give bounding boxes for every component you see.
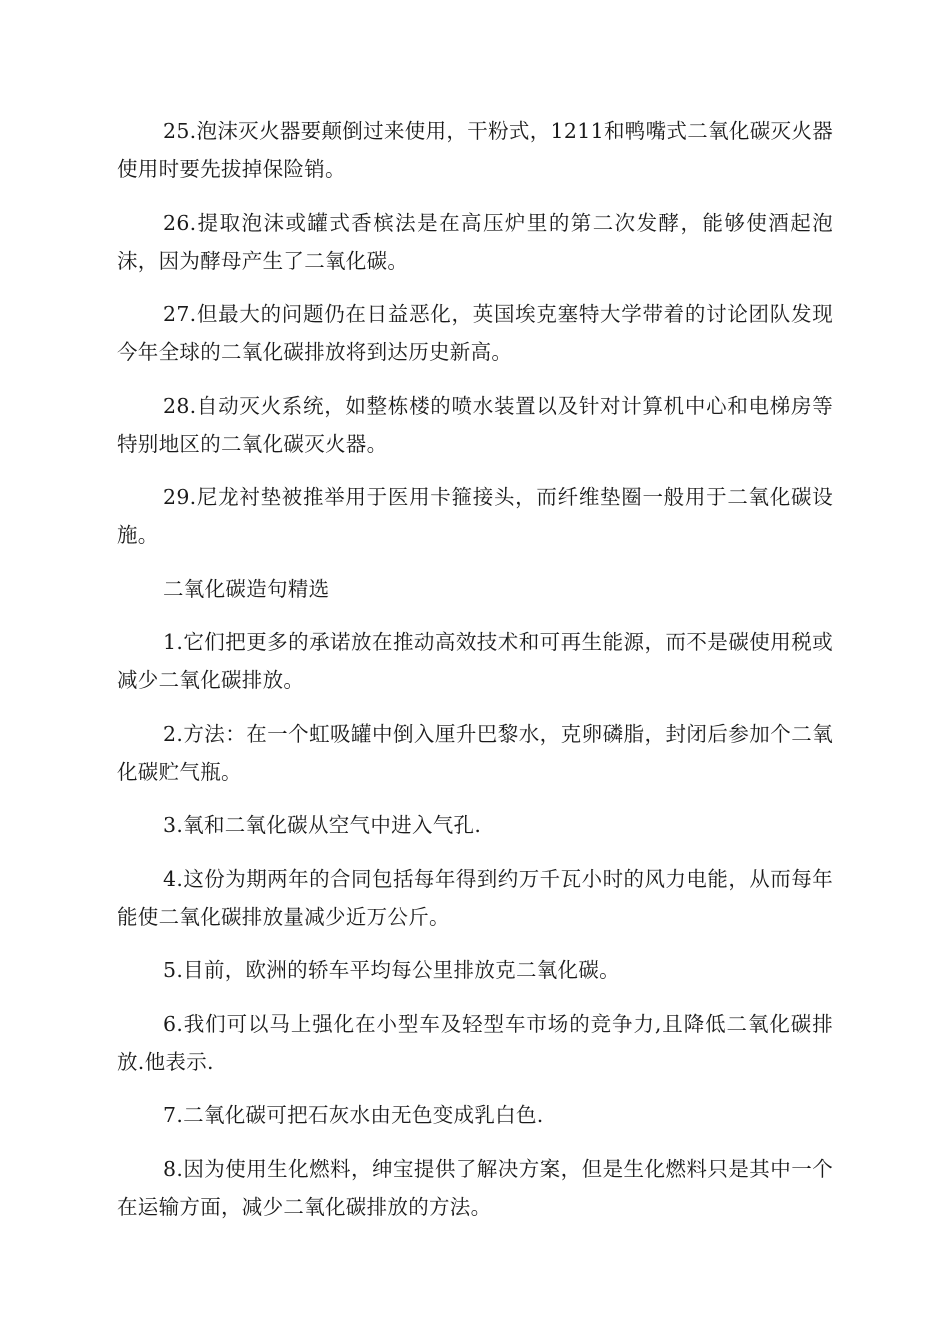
sentence-paragraph: 28.自动灭火系统，如整栋楼的喷水装置以及针对计算机中心和电梯房等特别地区的二氧化碳灭火器。 xyxy=(117,393,833,456)
document-body xyxy=(117,112,833,1241)
sentence-paragraph: 29.尼龙衬垫被推举用于医用卡箍接头，而纤维垫圈一般用于二氧化碳设施。 xyxy=(117,485,833,547)
section-heading: 二氧化碳造句精选 xyxy=(163,576,330,601)
sentence-paragraph: 27.但最大的问题仍在日益恶化，英国埃克塞特大学带着的讨论团队发现今年全球的二氧化碳排放将到达历史新高。 xyxy=(117,302,833,364)
sentence-paragraph: 4.这份为期两年的合同包括每年得到约万千瓦小时的风力电能，从而每年能使二氧化碳排放量减少近万公斤。 xyxy=(117,866,833,929)
sentence-paragraph: 3.氧和二氧化碳从空气中进入气孔. xyxy=(163,813,482,837)
sentence-paragraph: 25.泡沫灭火器要颠倒过来使用，干粉式，1211和鸭嘴式二氧化碳灭火器使用时要先拔掉保险销。 xyxy=(117,119,833,181)
sentence-paragraph: 26.提取泡沫或罐式香槟法是在高压炉里的第二次发酵，能够使酒起泡沫，因为酵母产生了二氧化碳。 xyxy=(117,210,833,273)
sentence-paragraph: 7.二氧化碳可把石灰水由无色变成乳白色. xyxy=(163,1103,544,1127)
sentence-paragraph: 6.我们可以马上强化在小型车及轻型车市场的竞争力,且降低二氧化碳排放.他表示. xyxy=(117,1011,833,1074)
sentence-paragraph: 2.方法：在一个虹吸罐中倒入厘升巴黎水，克卵磷脂，封闭后参加个二氧化碳贮气瓶。 xyxy=(117,721,833,784)
sentence-paragraph: 1.它们把更多的承诺放在推动高效技术和可再生能源，而不是碳使用税或减少二氧化碳排放。 xyxy=(117,630,833,692)
sentence-paragraph: 8.因为使用生化燃料，绅宝提供了解决方案，但是生化燃料只是其中一个在运输方面，减少二氧化碳排放的方法。 xyxy=(117,1156,833,1219)
sentence-paragraph: 5.目前，欧洲的轿车平均每公里排放克二氧化碳。 xyxy=(163,958,620,982)
